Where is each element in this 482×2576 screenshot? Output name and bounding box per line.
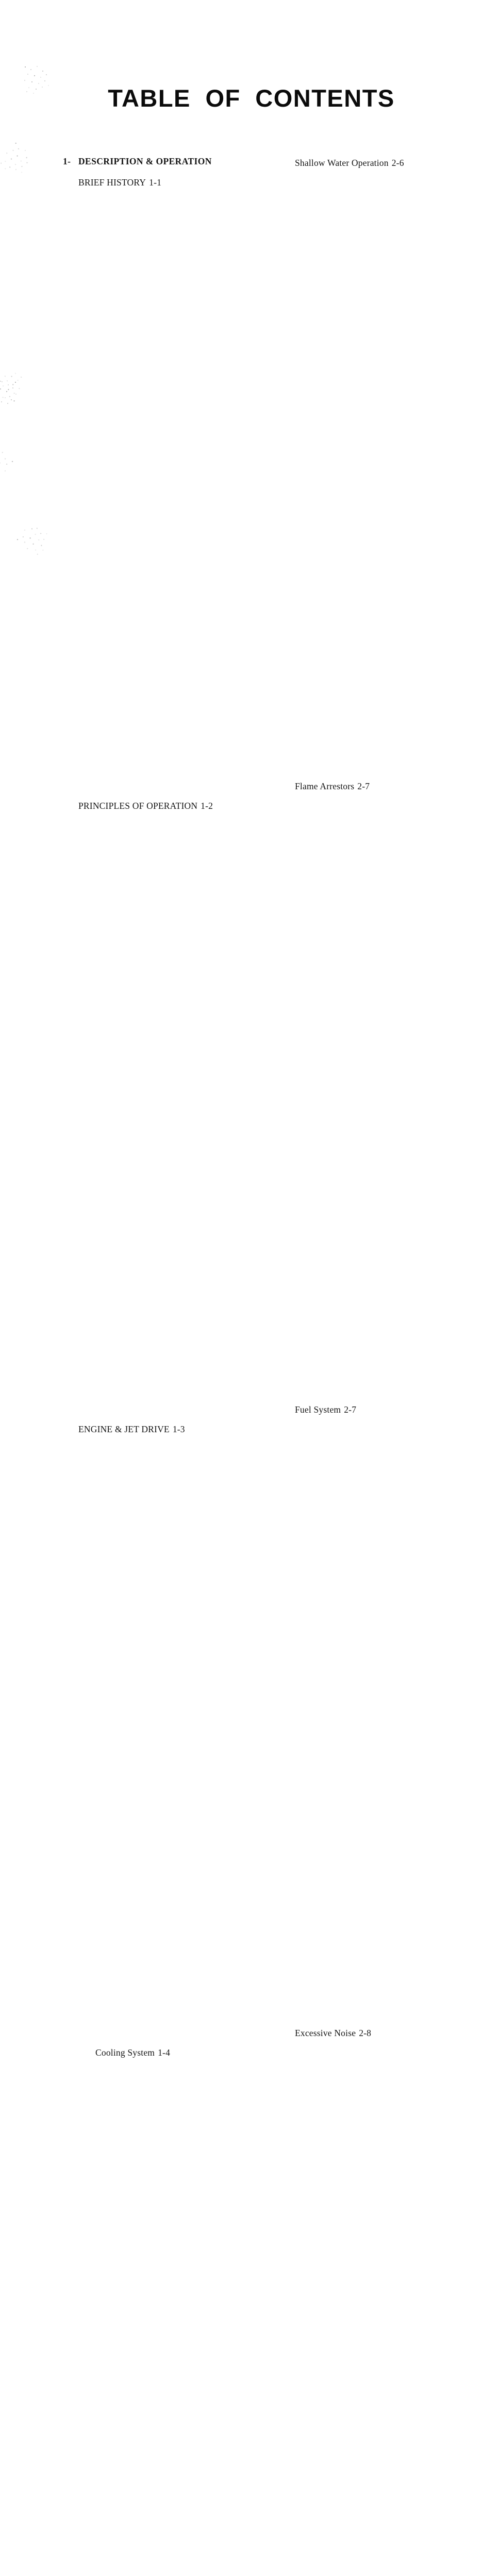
- toc-entry: [255, 158, 431, 781]
- toc-entry: [63, 177, 237, 801]
- toc-entry: [63, 2047, 237, 2576]
- toc-entry: [255, 2028, 431, 2576]
- toc-entry-page: 1-1: [146, 177, 237, 801]
- toc-section-heading: [63, 156, 237, 167]
- toc-column-left: [63, 156, 237, 2576]
- toc-entry-label: Cooling System: [95, 2047, 155, 2058]
- toc-entry-label: Fuel System: [295, 1404, 341, 1415]
- toc-entry-page: 2-6: [389, 158, 431, 781]
- toc-entry-label: Excessive Noise: [295, 2028, 356, 2038]
- toc-entry-page: 2-7: [341, 1404, 431, 2028]
- toc-entry: [63, 801, 237, 1424]
- page-title: TABLE OF CONTENTS: [108, 84, 395, 112]
- scan-speckle: [14, 539, 16, 540]
- toc-entry-page: 1-4: [155, 2047, 237, 2576]
- toc-entry-label: BRIEF HISTORY: [78, 177, 146, 188]
- toc-entry-page: 1-2: [197, 801, 237, 1424]
- toc-entry-page: 2-7: [354, 781, 431, 1404]
- toc-entry: [63, 1424, 237, 2047]
- toc-entry-label: ENGINE & JET DRIVE: [78, 1424, 170, 1434]
- toc-entry-label: Flame Arrestors: [295, 781, 355, 791]
- toc-entry: [255, 1404, 431, 2028]
- toc-entry: [255, 781, 431, 1404]
- scan-speckle: [14, 461, 16, 463]
- section-title: DESCRIPTION & OPERATION: [78, 156, 212, 166]
- toc-entry-page: 2-8: [356, 2028, 431, 2576]
- toc-entry-label: PRINCIPLES OF OPERATION: [78, 801, 198, 811]
- toc-entry-page: 1-3: [170, 1424, 237, 2047]
- scan-speckle: [15, 140, 17, 142]
- scan-speckle: [23, 64, 24, 65]
- scan-speckle: [17, 380, 18, 381]
- toc-entry-label: Shallow Water Operation: [295, 158, 389, 168]
- section-number: 1-: [63, 156, 71, 166]
- scan-speckle: [14, 403, 16, 404]
- toc-column-right: [255, 158, 431, 2576]
